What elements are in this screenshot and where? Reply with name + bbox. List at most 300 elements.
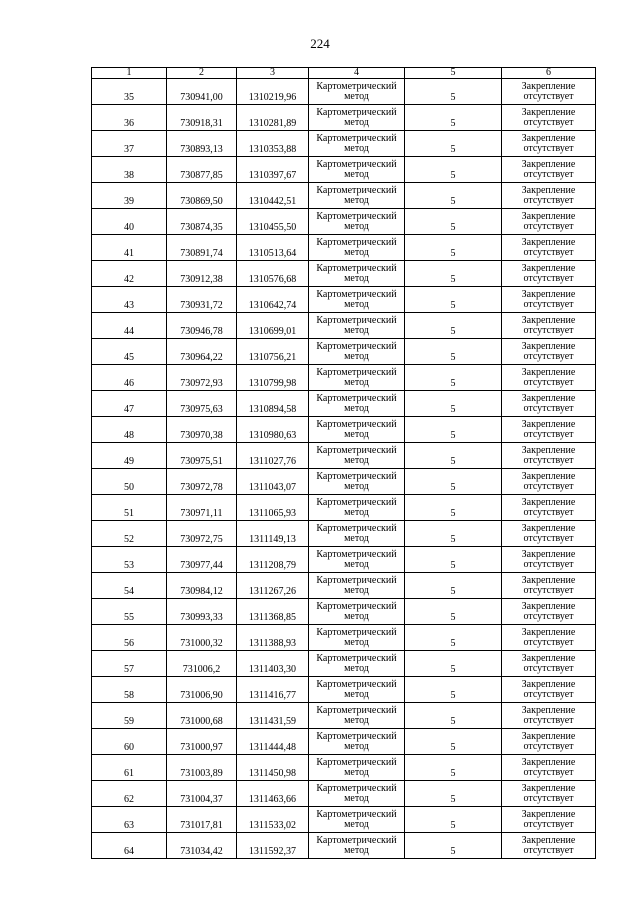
point-number-cell: 35 [92,79,167,105]
fixation-line: отсутствует [523,246,574,258]
method-line: метод [344,584,369,596]
fixation-line: Закрепление [521,574,576,586]
y-coordinate-cell: 1310513,64 [237,235,309,261]
y-coordinate-cell: 1311065,93 [237,495,309,521]
method-cell [309,79,405,105]
method-cell [309,131,405,157]
method-cell [309,781,405,807]
fixation-line: отсутствует [523,636,574,648]
point-number-cell: 48 [92,417,167,443]
fixation-line: Закрепление [521,600,576,612]
point-number-cell: 42 [92,261,167,287]
accuracy-cell: 5 [405,313,502,339]
method-cell [309,833,405,859]
method-line: Картометрический [316,522,397,534]
fixation-line: отсутствует [523,662,574,674]
fixation-line: отсутствует [523,792,574,804]
method-line: Картометрический [316,444,397,456]
x-coordinate-cell: 730946,78 [167,313,237,339]
method-cell [309,417,405,443]
accuracy-cell: 5 [405,573,502,599]
method-line: метод [344,168,369,180]
method-cell [309,209,405,235]
fixation-cell [502,131,596,157]
point-number-cell: 40 [92,209,167,235]
x-coordinate-cell: 731006,90 [167,677,237,703]
table-row [92,573,596,599]
method-line: Картометрический [316,80,397,92]
x-coordinate-cell: 730941,00 [167,79,237,105]
y-coordinate-cell: 1311463,66 [237,781,309,807]
point-number-cell: 54 [92,573,167,599]
method-line: метод [344,246,369,258]
fixation-cell [502,105,596,131]
method-line: Картометрический [316,704,397,716]
fixation-cell [502,625,596,651]
method-cell [309,599,405,625]
method-cell [309,495,405,521]
fixation-cell [502,157,596,183]
method-line: Картометрический [316,158,397,170]
accuracy-cell: 5 [405,781,502,807]
method-line: метод [344,324,369,336]
fixation-line: отсутствует [523,428,574,440]
y-coordinate-cell: 1310576,68 [237,261,309,287]
accuracy-cell: 5 [405,287,502,313]
method-cell [309,547,405,573]
x-coordinate-cell: 730984,12 [167,573,237,599]
method-line: метод [344,116,369,128]
fixation-line: Закрепление [521,548,576,560]
accuracy-cell: 5 [405,807,502,833]
y-coordinate-cell: 1310455,50 [237,209,309,235]
table-row [92,235,596,261]
coordinates-table [91,67,596,859]
table-row [92,287,596,313]
fixation-line: отсутствует [523,766,574,778]
fixation-cell [502,703,596,729]
fixation-cell [502,729,596,755]
method-cell [309,703,405,729]
method-line: Картометрический [316,730,397,742]
fixation-cell [502,79,596,105]
y-coordinate-cell: 1310219,96 [237,79,309,105]
accuracy-cell: 5 [405,339,502,365]
table-row [92,209,596,235]
y-coordinate-cell: 1311267,26 [237,573,309,599]
fixation-line: Закрепление [521,652,576,664]
y-coordinate-cell: 1311388,93 [237,625,309,651]
table-row [92,677,596,703]
fixation-cell [502,183,596,209]
point-number-cell: 53 [92,547,167,573]
method-cell [309,287,405,313]
y-coordinate-cell: 1310281,89 [237,105,309,131]
method-line: Картометрический [316,236,397,248]
accuracy-cell: 5 [405,755,502,781]
fixation-line: отсутствует [523,194,574,206]
fixation-cell [502,287,596,313]
method-line: Картометрический [316,340,397,352]
fixation-line: отсутствует [523,350,574,362]
method-line: метод [344,272,369,284]
point-number-cell: 49 [92,443,167,469]
y-coordinate-cell: 1311368,85 [237,599,309,625]
point-number-cell: 55 [92,599,167,625]
x-coordinate-cell: 730893,13 [167,131,237,157]
fixation-line: Закрепление [521,522,576,534]
fixation-line: отсутствует [523,168,574,180]
method-cell [309,157,405,183]
fixation-line: Закрепление [521,470,576,482]
method-line: Картометрический [316,314,397,326]
accuracy-cell: 5 [405,131,502,157]
method-line: метод [344,610,369,622]
y-coordinate-cell: 1311416,77 [237,677,309,703]
fixation-line: Закрепление [521,730,576,742]
table-row [92,183,596,209]
fixation-line: Закрепление [521,704,576,716]
fixation-cell [502,781,596,807]
x-coordinate-cell: 731000,32 [167,625,237,651]
y-coordinate-cell: 1310353,88 [237,131,309,157]
point-number-cell: 59 [92,703,167,729]
accuracy-cell: 5 [405,703,502,729]
fixation-cell [502,807,596,833]
point-number-cell: 62 [92,781,167,807]
accuracy-cell: 5 [405,547,502,573]
y-coordinate-cell: 1311533,02 [237,807,309,833]
fixation-cell [502,573,596,599]
y-coordinate-cell: 1311444,48 [237,729,309,755]
fixation-cell [502,495,596,521]
fixation-line: отсутствует [523,402,574,414]
method-line: Картометрический [316,548,397,560]
x-coordinate-cell: 730970,38 [167,417,237,443]
fixation-line: отсутствует [523,610,574,622]
method-cell [309,677,405,703]
accuracy-cell: 5 [405,157,502,183]
table-row [92,625,596,651]
method-line: Картометрический [316,600,397,612]
method-line: метод [344,818,369,830]
fixation-line: Закрепление [521,418,576,430]
accuracy-cell: 5 [405,235,502,261]
x-coordinate-cell: 730993,33 [167,599,237,625]
point-number-cell: 63 [92,807,167,833]
method-line: метод [344,766,369,778]
method-cell [309,651,405,677]
accuracy-cell: 5 [405,105,502,131]
point-number-cell: 46 [92,365,167,391]
table-row [92,261,596,287]
y-coordinate-cell: 1310980,63 [237,417,309,443]
x-coordinate-cell: 730891,74 [167,235,237,261]
method-cell [309,521,405,547]
method-cell [309,235,405,261]
method-line: метод [344,454,369,466]
fixation-line: отсутствует [523,740,574,752]
y-coordinate-cell: 1311592,37 [237,833,309,859]
x-coordinate-cell: 731034,42 [167,833,237,859]
accuracy-cell: 5 [405,469,502,495]
fixation-cell [502,677,596,703]
method-cell [309,729,405,755]
fixation-line: Закрепление [521,236,576,248]
fixation-line: отсутствует [523,506,574,518]
column-header: 6 [502,68,596,79]
table-row [92,781,596,807]
method-cell [309,261,405,287]
fixation-line: Закрепление [521,184,576,196]
point-number-cell: 39 [92,183,167,209]
x-coordinate-cell: 730869,50 [167,183,237,209]
x-coordinate-cell: 730964,22 [167,339,237,365]
fixation-line: Закрепление [521,210,576,222]
table-row [92,547,596,573]
fixation-line: Закрепление [521,288,576,300]
y-coordinate-cell: 1311027,76 [237,443,309,469]
column-header: 5 [405,68,502,79]
method-line: Картометрический [316,418,397,430]
method-line: Картометрический [316,106,397,118]
point-number-cell: 41 [92,235,167,261]
method-line: метод [344,844,369,856]
x-coordinate-cell: 730912,38 [167,261,237,287]
point-number-cell: 47 [92,391,167,417]
fixation-line: отсутствует [523,532,574,544]
method-line: метод [344,298,369,310]
accuracy-cell: 5 [405,729,502,755]
fixation-cell [502,755,596,781]
method-cell [309,469,405,495]
fixation-cell [502,235,596,261]
method-line: Картометрический [316,756,397,768]
method-line: метод [344,142,369,154]
method-line: Картометрический [316,392,397,404]
table-row [92,729,596,755]
accuracy-cell: 5 [405,261,502,287]
method-cell [309,807,405,833]
point-number-cell: 52 [92,521,167,547]
accuracy-cell: 5 [405,79,502,105]
column-header: 2 [167,68,237,79]
point-number-cell: 45 [92,339,167,365]
fixation-line: Закрепление [521,808,576,820]
method-line: метод [344,636,369,648]
method-cell [309,625,405,651]
y-coordinate-cell: 1311149,13 [237,521,309,547]
table-row [92,157,596,183]
fixation-line: Закрепление [521,366,576,378]
table-row [92,469,596,495]
x-coordinate-cell: 730877,85 [167,157,237,183]
y-coordinate-cell: 1311450,98 [237,755,309,781]
method-line: Картометрический [316,808,397,820]
method-line: метод [344,376,369,388]
method-line: Картометрический [316,496,397,508]
method-line: метод [344,220,369,232]
y-coordinate-cell: 1311431,59 [237,703,309,729]
fixation-line: Закрепление [521,106,576,118]
y-coordinate-cell: 1310699,01 [237,313,309,339]
accuracy-cell: 5 [405,625,502,651]
column-header: 1 [92,68,167,79]
fixation-cell [502,547,596,573]
point-number-cell: 57 [92,651,167,677]
y-coordinate-cell: 1310756,21 [237,339,309,365]
method-cell [309,313,405,339]
method-cell [309,365,405,391]
point-number-cell: 50 [92,469,167,495]
method-line: метод [344,506,369,518]
x-coordinate-cell: 731003,89 [167,755,237,781]
table-row [92,105,596,131]
method-line: Картометрический [316,626,397,638]
method-line: Картометрический [316,366,397,378]
accuracy-cell: 5 [405,443,502,469]
x-coordinate-cell: 731000,68 [167,703,237,729]
method-line: метод [344,662,369,674]
x-coordinate-cell: 730977,44 [167,547,237,573]
point-number-cell: 37 [92,131,167,157]
table-row [92,833,596,859]
method-line: метод [344,90,369,102]
fixation-line: отсутствует [523,818,574,830]
fixation-cell [502,209,596,235]
point-number-cell: 36 [92,105,167,131]
method-line: Картометрический [316,210,397,222]
table-row [92,755,596,781]
fixation-line: Закрепление [521,834,576,846]
method-line: Картометрический [316,834,397,846]
fixation-line: Закрепление [521,678,576,690]
x-coordinate-cell: 730931,72 [167,287,237,313]
fixation-line: Закрепление [521,444,576,456]
accuracy-cell: 5 [405,209,502,235]
point-number-cell: 64 [92,833,167,859]
table-row [92,651,596,677]
fixation-line: Закрепление [521,314,576,326]
fixation-line: Закрепление [521,756,576,768]
x-coordinate-cell: 730918,31 [167,105,237,131]
fixation-cell [502,443,596,469]
fixation-line: отсутствует [523,558,574,570]
fixation-line: отсутствует [523,142,574,154]
fixation-cell [502,469,596,495]
table-row [92,443,596,469]
accuracy-cell: 5 [405,599,502,625]
table-row [92,417,596,443]
x-coordinate-cell: 731000,97 [167,729,237,755]
method-line: метод [344,532,369,544]
fixation-line: отсутствует [523,844,574,856]
y-coordinate-cell: 1311403,30 [237,651,309,677]
fixation-cell [502,521,596,547]
point-number-cell: 43 [92,287,167,313]
fixation-line: отсутствует [523,480,574,492]
y-coordinate-cell: 1310894,58 [237,391,309,417]
accuracy-cell: 5 [405,677,502,703]
method-line: Картометрический [316,288,397,300]
fixation-cell [502,313,596,339]
x-coordinate-cell: 730972,78 [167,469,237,495]
x-coordinate-cell: 730975,63 [167,391,237,417]
fixation-line: отсутствует [523,272,574,284]
method-line: метод [344,350,369,362]
fixation-cell [502,599,596,625]
x-coordinate-cell: 730972,93 [167,365,237,391]
accuracy-cell: 5 [405,391,502,417]
method-line: Картометрический [316,782,397,794]
method-cell [309,391,405,417]
accuracy-cell: 5 [405,183,502,209]
header-row [92,68,596,79]
point-number-cell: 58 [92,677,167,703]
fixation-cell [502,261,596,287]
fixation-line: отсутствует [523,90,574,102]
table-row [92,339,596,365]
fixation-line: отсутствует [523,298,574,310]
x-coordinate-cell: 730971,11 [167,495,237,521]
y-coordinate-cell: 1311208,79 [237,547,309,573]
fixation-line: отсутствует [523,714,574,726]
fixation-cell [502,651,596,677]
fixation-line: отсутствует [523,584,574,596]
point-number-cell: 38 [92,157,167,183]
page-number: 224 [310,36,330,51]
fixation-line: Закрепление [521,392,576,404]
fixation-line: Закрепление [521,340,576,352]
accuracy-cell: 5 [405,521,502,547]
table-row [92,521,596,547]
method-line: Картометрический [316,262,397,274]
table-row [92,365,596,391]
accuracy-cell: 5 [405,417,502,443]
method-line: метод [344,792,369,804]
point-number-cell: 51 [92,495,167,521]
method-line: метод [344,428,369,440]
accuracy-cell: 5 [405,495,502,521]
method-line: метод [344,194,369,206]
method-cell [309,755,405,781]
fixation-cell [502,339,596,365]
fixation-cell [502,833,596,859]
fixation-line: Закрепление [521,132,576,144]
method-line: Картометрический [316,132,397,144]
column-header: 3 [237,68,309,79]
point-number-cell: 56 [92,625,167,651]
fixation-cell [502,365,596,391]
method-line: Картометрический [316,470,397,482]
table-row [92,807,596,833]
fixation-line: отсутствует [523,454,574,466]
y-coordinate-cell: 1310397,67 [237,157,309,183]
method-line: метод [344,714,369,726]
fixation-cell [502,391,596,417]
fixation-line: отсутствует [523,376,574,388]
method-line: метод [344,402,369,414]
fixation-line: Закрепление [521,496,576,508]
x-coordinate-cell: 731006,2 [167,651,237,677]
x-coordinate-cell: 731004,37 [167,781,237,807]
fixation-line: Закрепление [521,262,576,274]
y-coordinate-cell: 1310642,74 [237,287,309,313]
y-coordinate-cell: 1310442,51 [237,183,309,209]
fixation-line: отсутствует [523,688,574,700]
x-coordinate-cell: 731017,81 [167,807,237,833]
method-line: Картометрический [316,574,397,586]
